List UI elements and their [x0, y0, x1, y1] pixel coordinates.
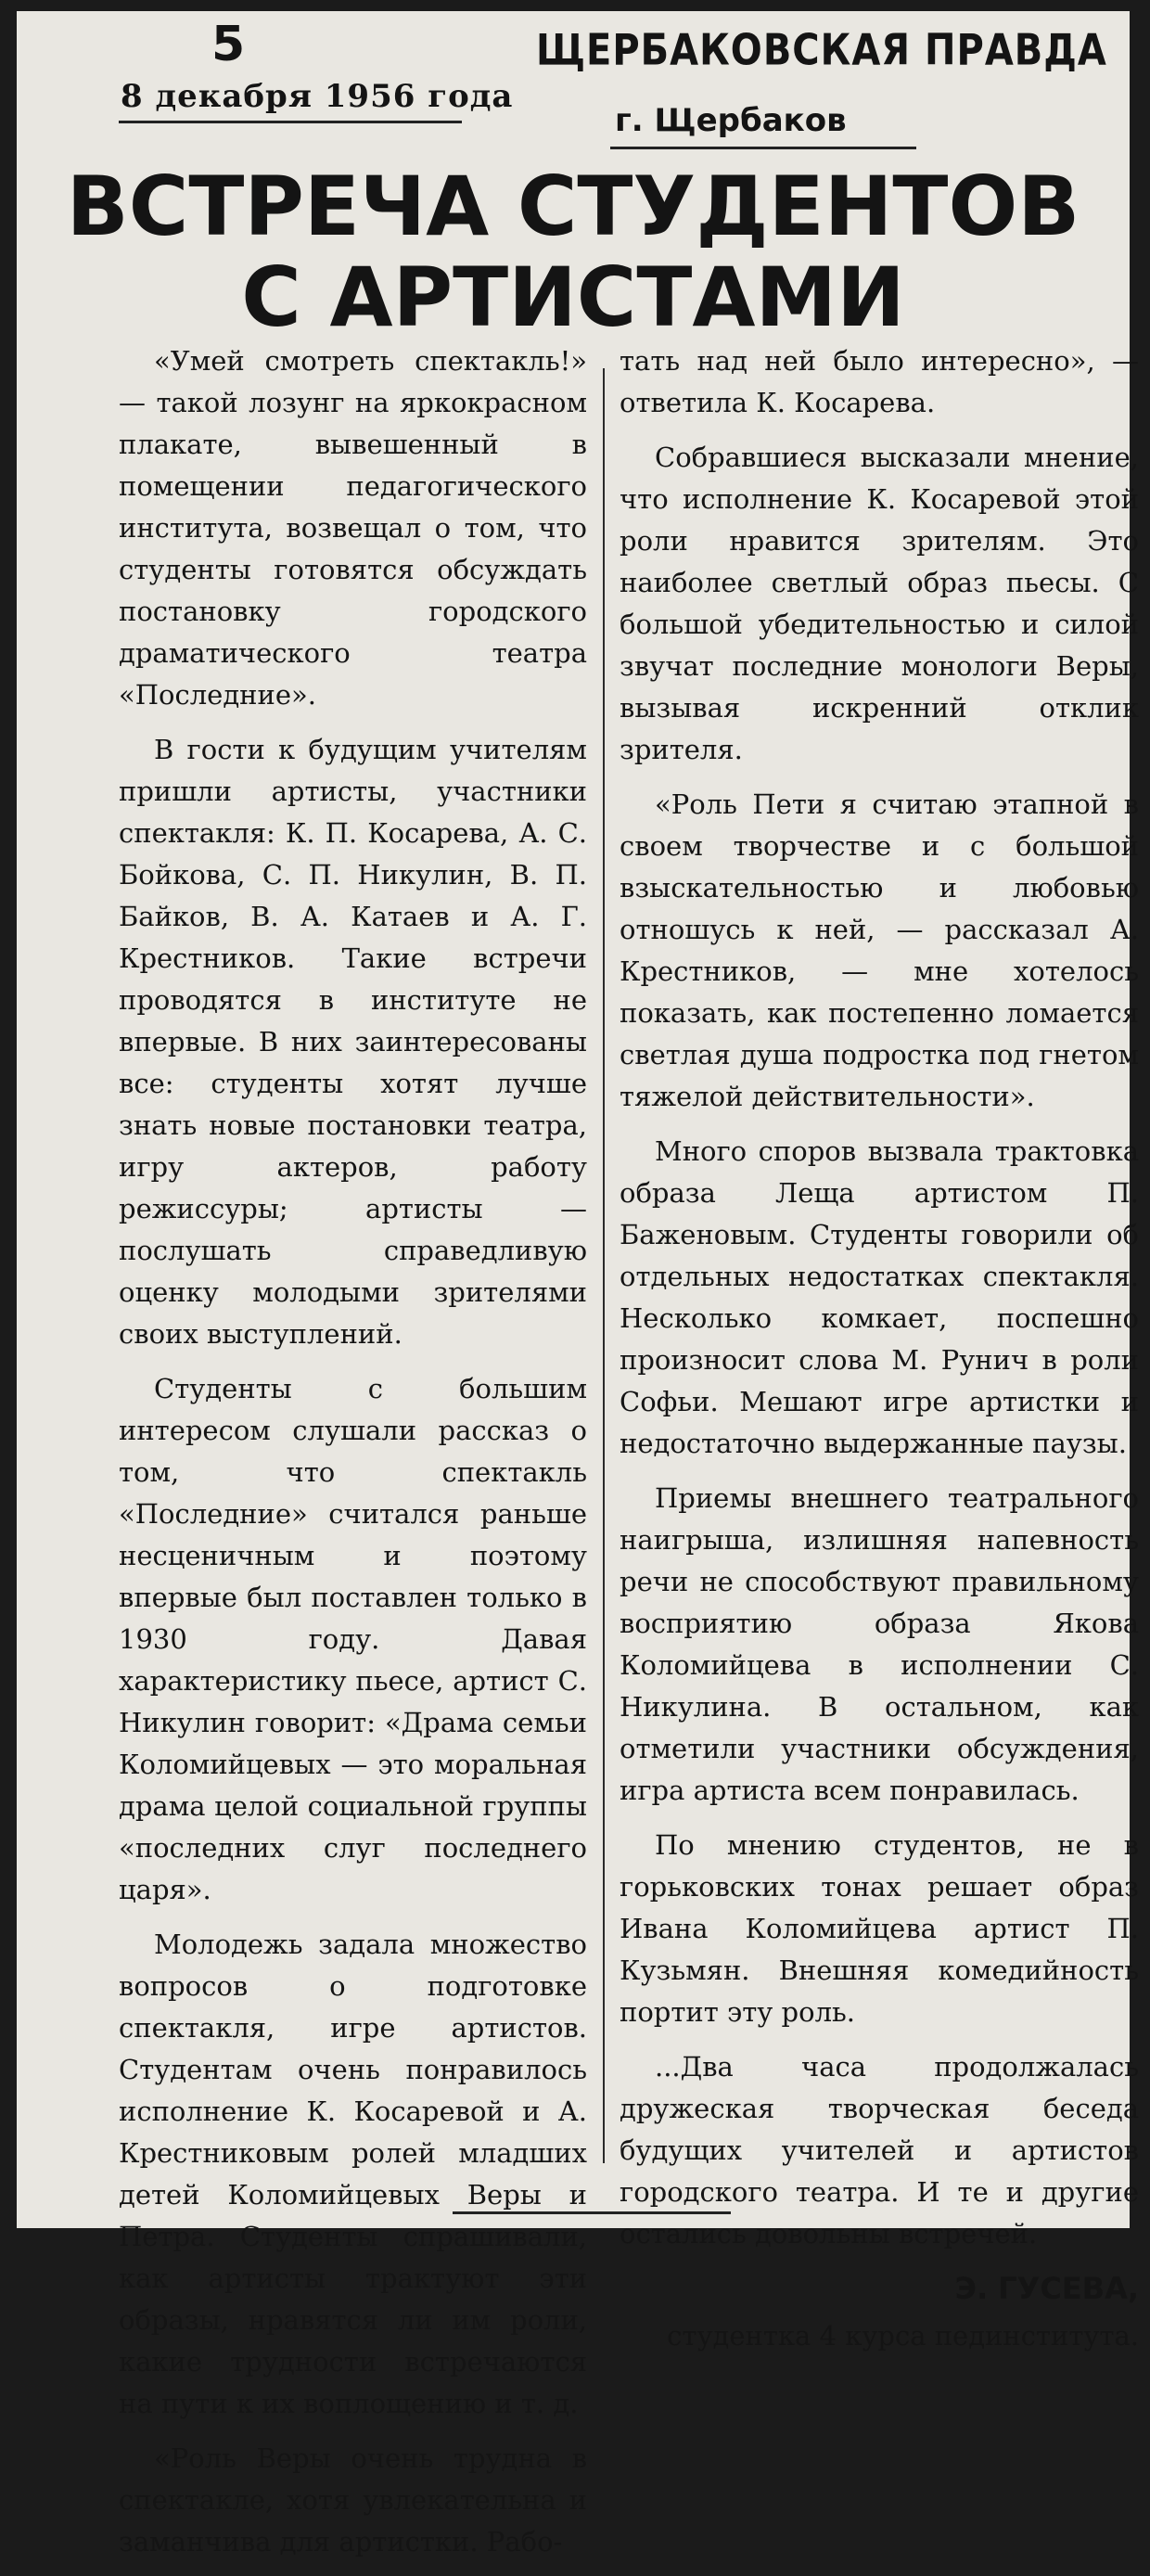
city-underline: [610, 147, 916, 149]
paragraph: Приемы внешнего театрального наигрыша, излишняя напевность речи не способствуют правильному восприятию образа Якова Коломийцева в исполнении С. Никулина. В остальном, как отметили участники обсуждения, игра артиста всем понравилась.: [620, 1482, 1139, 1806]
paragraph: Молодежь задала множество вопросов о подготовке спектакля, игре артистов. Студентам очень понравилось исполнение К. Косаревой и А. Крестниковым ролей младших детей Коломийцевых Веры и Петра. Студенты спрашивали, как артисты трактуют эти образы, нравятся ли им роли, какие трудности встречаются на пути к их воплощению и т. д.: [119, 1929, 587, 2419]
article-column-right: [620, 340, 1139, 2370]
paragraph: Много споров вызвала трактовка образа Леща артистом П. Баженовым. Студенты говорили об отдельных недостатках спектакля. Несколько комкает, поспешно произносит слова М. Рунич в роли Софьи. Мешают игре артистки и недостаточно выдержанные паузы.: [620, 1135, 1139, 1459]
author-note: студентка 4 курса пединститута.: [667, 2320, 1139, 2352]
paragraph: «Роль Веры очень трудна в спектакле, хотя увлекательна и заманчива для артистки. Рабо-: [119, 2442, 587, 2557]
newspaper-clipping: [17, 11, 1139, 2557]
column-divider: [603, 368, 605, 2163]
article-column-left: [119, 340, 587, 2576]
paragraph-continued: тать над ней было интересно», — ответила К. Косарева.: [620, 345, 1139, 418]
publication-date: 8 декабря 1956 года: [121, 78, 514, 115]
paragraph: ...Два часа продолжалась дружеская творческая беседа будущих учителей и артистов городского театра. И те и другие остались довольны встречей.: [620, 2051, 1139, 2249]
author-name: Э. ГУСЕВА,: [954, 2271, 1139, 2306]
date-underline: [119, 121, 462, 123]
paragraph: «Умей смотреть спектакль!» — такой лозунг на яркокрасном плакате, вывешенный в помещении педагогического института, возвещал о том, что студенты готовятся обсуждать постановку городского драматического театра «Последние».: [119, 345, 587, 711]
headline-line-2: С АРТИСТАМИ: [241, 250, 905, 345]
headline-line-1: ВСТРЕЧА СТУДЕНТОВ: [66, 159, 1080, 254]
handwritten-mark: 5: [211, 17, 246, 72]
paragraph: «Роль Пети я считаю этапной в своем творчестве и с большой взыскательностью и любовью отношусь к ней, — рассказал А. Крестников, — мне хотелось показать, как постепенно ломается светлая душа подростка под гнетом тяжелой действительности».: [620, 788, 1139, 1112]
newspaper-name: ЩЕРБАКОВСКАЯ ПРАВДА: [536, 26, 1107, 75]
paragraph: Студенты с большим интересом слушали рассказ о том, что спектакль «Последние» считался раньше несценичным и поэтому впервые был поставлен только в 1930 году. Давая характеристику пьесе, артист С. Никулин говорит: «Драма семьи Коломийцевых — это моральная драма целой социальной группы «последних слуг последнего царя».: [119, 1373, 587, 1905]
paragraph: По мнению студентов, не в горьковских тонах решает образ Ивана Коломийцева артист П. Кузьмян. Внешняя комедийность портит эту роль.: [620, 1829, 1139, 2028]
bottom-rule: [453, 2211, 731, 2214]
paragraph: В гости к будущим учителям пришли артисты, участники спектакля: К. П. Косарева, А. С. Бойкова, С. П. Никулин, В. П. Байков, В. А. Катаев и А. Г. Крестников. Такие встречи проводятся в институте не впервые. В них заинтересованы все: студенты хотят лучше знать новые постановки театра, игру актеров, работу режиссуры; артисты — послушать справедливую оценку молодыми зрителями своих выступлений.: [119, 734, 587, 1350]
paragraph: Собравшиеся высказали мнение, что исполнение К. Косаревой этой роли нравится зрителям. Это наиболее светлый образ пьесы. С большой убедительностью и силой звучат последние монологи Веры, вызывая искренний отклик зрителя.: [620, 442, 1139, 765]
article-headline: [17, 161, 1130, 343]
newspaper-city: г. Щербаков: [615, 102, 847, 139]
